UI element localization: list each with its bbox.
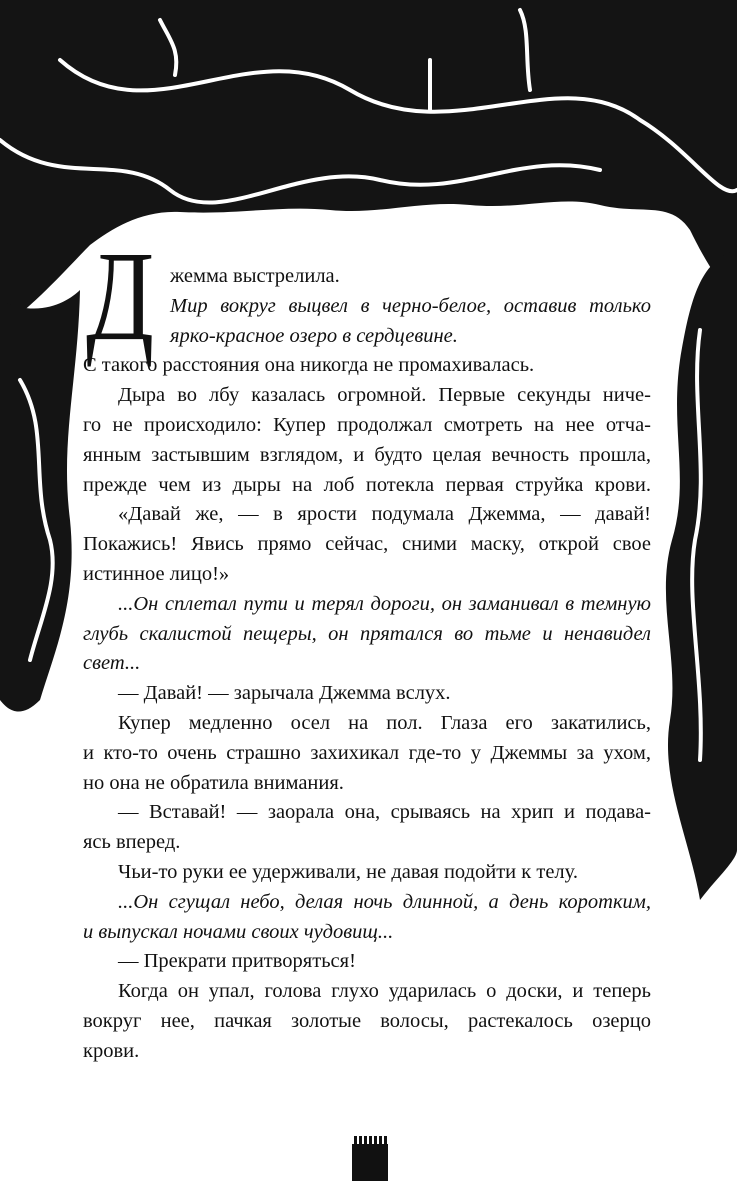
text-line: Купер медленно осел на пол. Глаза его закатились, [118,711,651,734]
text-line: го не происходило: Купер продолжал смотреть на нее отча- [83,413,651,436]
ink-right-band [666,250,737,900]
text-line: «Давай же, — в ярости подумала Джемма, — давай! [118,503,651,526]
text-line: Когда он упал, голова глухо ударилась о доски, и теперь [118,980,651,1003]
text-line: истинное лицо!» [83,562,230,585]
text-line: прежде чем из дыры на лоб потекла первая струйка крови. [83,473,651,496]
text-line: — Вставай! — заорала она, срываясь на хрип и подава- [118,801,651,824]
text-line: ...Он сплетал пути и терял дороги, он заманивал в темную [118,592,651,615]
text-line: С такого расстояния она никогда не промахивалась. [83,354,535,377]
chapter-text [83,262,651,1067]
text-line: жемма выстрелила. [170,265,340,287]
text-line: и кто-то очень страшно захихикал где-то у Джеммы за ухом, [83,741,651,764]
text-line: Покажись! Явись прямо сейчас, сними маску, открой свое [83,533,651,556]
text-line: ясь вперед. [83,831,181,854]
text-line: но она не обратила внимания. [83,771,344,794]
text-line: и выпускал ночами своих чудовищ... [83,920,394,943]
text-line: — Давай! — зарычала Джемма вслух. [118,682,451,705]
text-line: янным застывшим взглядом, и будто целая вечность прошла, [83,443,651,466]
text-line: ...Он сгущал небо, делая ночь длинной, а день коротким, [118,890,651,913]
text-line: вокруг нее, пачкая золотые волосы, растекалось озерцо [83,1009,651,1032]
text-line: ярко-красное озеро в сердцевине. [170,324,458,347]
text-line: крови. [83,1039,140,1062]
text-line: Мир вокруг выцвел в черно-белое, оставив только [170,294,651,317]
drop-cap: Д [86,225,155,367]
text-line: глубь скалистой пещеры, он прятался во тьме и ненавидел [83,622,651,645]
text-line: Чьи-то руки ее удерживали, не давая подойти к телу. [118,860,578,883]
page-ornament [352,1136,388,1181]
text-line: Дыра во лбу казалась огромной. Первые секунды ниче- [118,384,651,407]
text-line: — Прекрати притворяться! [118,950,356,973]
text-line: свет... [83,652,141,675]
